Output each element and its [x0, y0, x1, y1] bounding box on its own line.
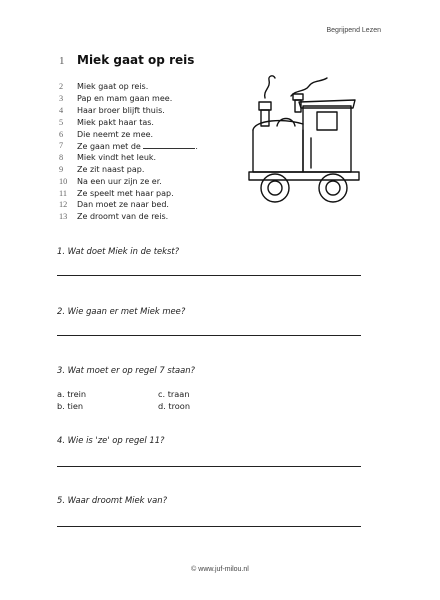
train-icon	[243, 72, 371, 212]
line-text: Ze droomt van de reis.	[77, 212, 169, 222]
question-5: 5. Waar droomt Miek van?	[57, 495, 168, 505]
story-line	[59, 140, 198, 152]
line-number: 8	[59, 153, 64, 163]
story-line	[59, 81, 198, 93]
story-line	[59, 175, 198, 187]
fill-in-blank[interactable]	[143, 141, 195, 149]
question-4: 4. Wie is 'ze' op regel 11?	[57, 435, 165, 445]
option-d[interactable]: d. troon	[158, 401, 191, 411]
line-number: 4	[59, 105, 64, 115]
line-number: 12	[59, 200, 68, 210]
title-line-number: 1	[59, 55, 65, 67]
story-line	[59, 199, 198, 211]
option-a[interactable]: a. trein	[57, 389, 87, 399]
story-line	[59, 211, 198, 223]
line-number: 10	[59, 176, 68, 186]
answer-line-1[interactable]	[57, 275, 361, 276]
line-text: Ze gaan met de .	[77, 141, 198, 151]
line-text: Ze zit naast pap.	[77, 164, 145, 174]
story-line	[59, 93, 198, 105]
question-3: 3. Wat moet er op regel 7 staan?	[57, 365, 196, 375]
story-text	[59, 81, 198, 223]
line-number: 9	[59, 164, 64, 174]
option-c[interactable]: c. traan	[158, 389, 190, 399]
footer-copyright: © www.juf-milou.nl	[191, 566, 249, 573]
story-line	[59, 105, 198, 117]
line-text: Die neemt ze mee.	[77, 129, 154, 139]
line-text: Miek gaat op reis.	[77, 82, 149, 92]
line-text-start: Ze gaan met de	[77, 141, 141, 151]
line-text: Ze speelt met haar pap.	[77, 188, 174, 198]
line-text: Miek pakt haar tas.	[77, 117, 154, 127]
line-text: Miek vindt het leuk.	[77, 153, 157, 163]
title-row	[59, 53, 194, 67]
line-number: 2	[59, 82, 64, 92]
line-text: Dan moet ze naar bed.	[77, 200, 169, 210]
question-1: 1. Wat doet Miek in de tekst?	[57, 246, 180, 256]
question-2: 2. Wie gaan er met Miek mee?	[57, 306, 186, 316]
answer-line-2[interactable]	[57, 335, 361, 336]
story-line	[59, 128, 198, 140]
line-number: 11	[59, 188, 67, 198]
line-number: 5	[59, 117, 64, 127]
story-title: Miek gaat op reis	[77, 53, 195, 67]
line-text: Na een uur zijn ze er.	[77, 176, 162, 186]
line-text: Haar broer blijft thuis.	[77, 105, 165, 115]
answer-line-5[interactable]	[57, 526, 361, 527]
option-b[interactable]: b. tien	[57, 401, 84, 411]
line-number: 6	[59, 129, 64, 139]
line-number: 3	[59, 94, 64, 104]
story-line	[59, 187, 198, 199]
line-number: 13	[59, 212, 68, 222]
header-label: Begrijpend Lezen	[326, 27, 381, 34]
line-number: 7	[59, 141, 64, 151]
story-line	[59, 164, 198, 176]
story-line	[59, 152, 198, 164]
answer-line-4[interactable]	[57, 466, 361, 467]
line-text: Pap en mam gaan mee.	[77, 94, 173, 104]
story-line	[59, 116, 198, 128]
